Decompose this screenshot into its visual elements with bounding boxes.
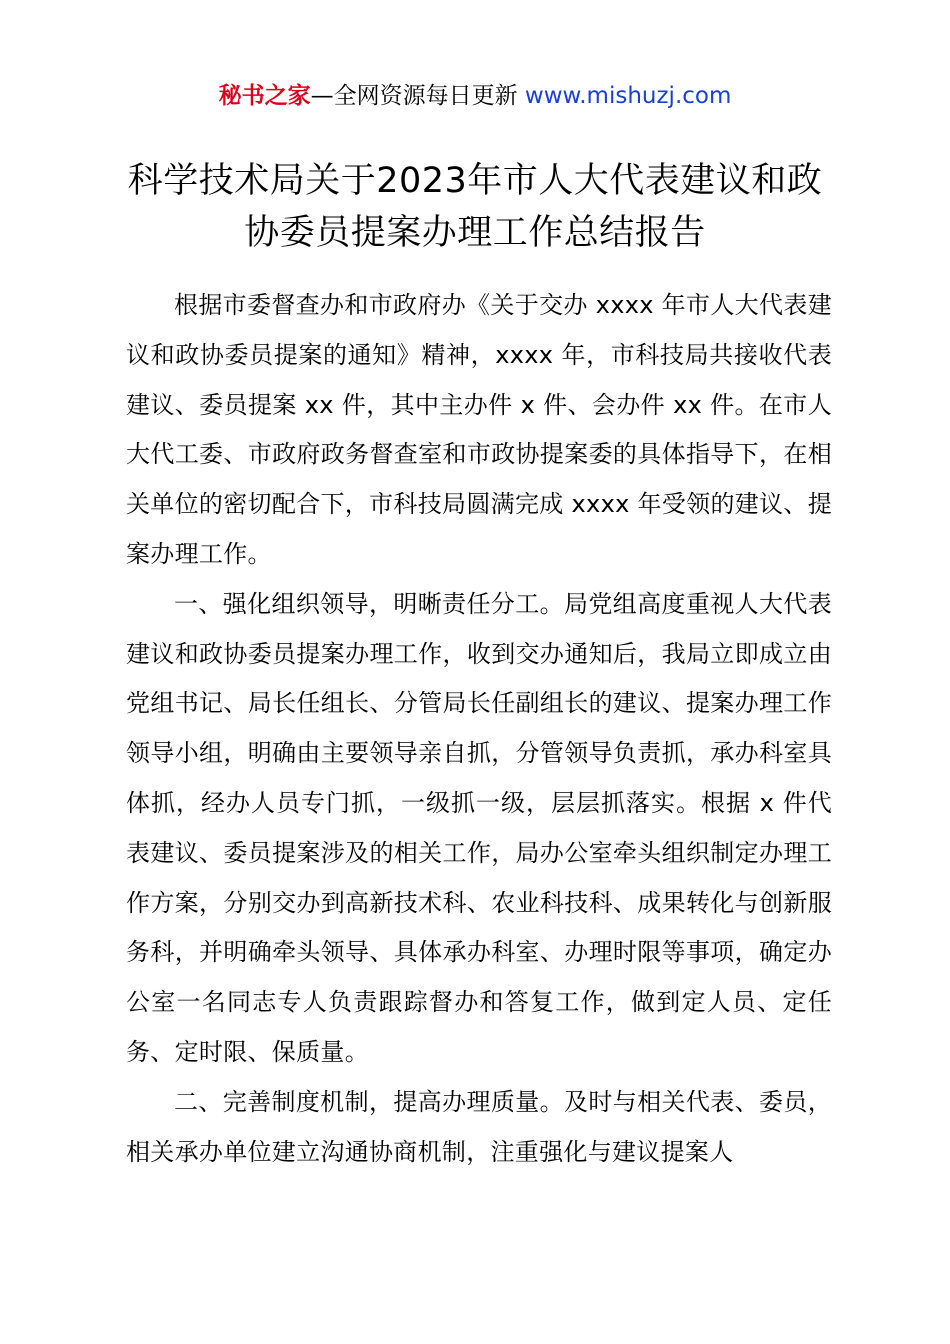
title-line-2: 协委员提案办理工作总结报告 <box>244 213 706 253</box>
paragraph-section-1: 一、强化组织领导，明晰责任分工。局党组高度重视人大代表建议和政协委员提案办理工作，收到交办通知后，我局立即成立由党组书记、局长任组长、分管局长任副组长的建议、提案办理工作领导小组，明确由主要领导亲自抓，分管领导负责抓，承办科室具体抓，经办人员专门抓，一级抓一级，层层抓落实。根据 x 件代表建议、委员提案涉及的相关工作，局办公室牵头组织制定办理工作方案，分别交办到高新技术科、农业科技科、成果转化与创新服务科，并明确牵头领导、具体承办科室、办理时限等事项，确定办公室一名同志专人负责跟踪督办和答复工作，做到定人员、定任务、定时限、保质量。 <box>126 589 832 1066</box>
site-url-link[interactable]: www.mishuzj.com <box>524 83 732 109</box>
title-line-1: 科学技术局关于2023年市人大代表建议和政 <box>127 161 823 201</box>
paragraph-section-2: 二、完善制度机制，提高办理质量。及时与相关代表、委员，相关承办单位建立沟通协商机制，注重强化与建议提案人 <box>126 1087 832 1166</box>
site-header <box>0 80 950 112</box>
site-brand: 秘书之家 <box>218 83 311 109</box>
site-tagline: —全网资源每日更新 <box>310 83 525 109</box>
document-title <box>100 155 850 259</box>
document-body <box>126 281 832 1177</box>
paragraph-intro: 根据市委督查办和市政府办《关于交办 xxxx 年市人大代表建议和政协委员提案的通知》精神，xxxx 年，市科技局共接收代表建议、委员提案 xx 件，其中主办件 x 件、会办件 xx 件。在市人大代工委、市政府政务督查室和市政协提案委的具体指导下，在相关单位的密切配合下，市科技局圆满完成 xxxx 年受领的建议、提案办理工作。 <box>126 291 832 568</box>
